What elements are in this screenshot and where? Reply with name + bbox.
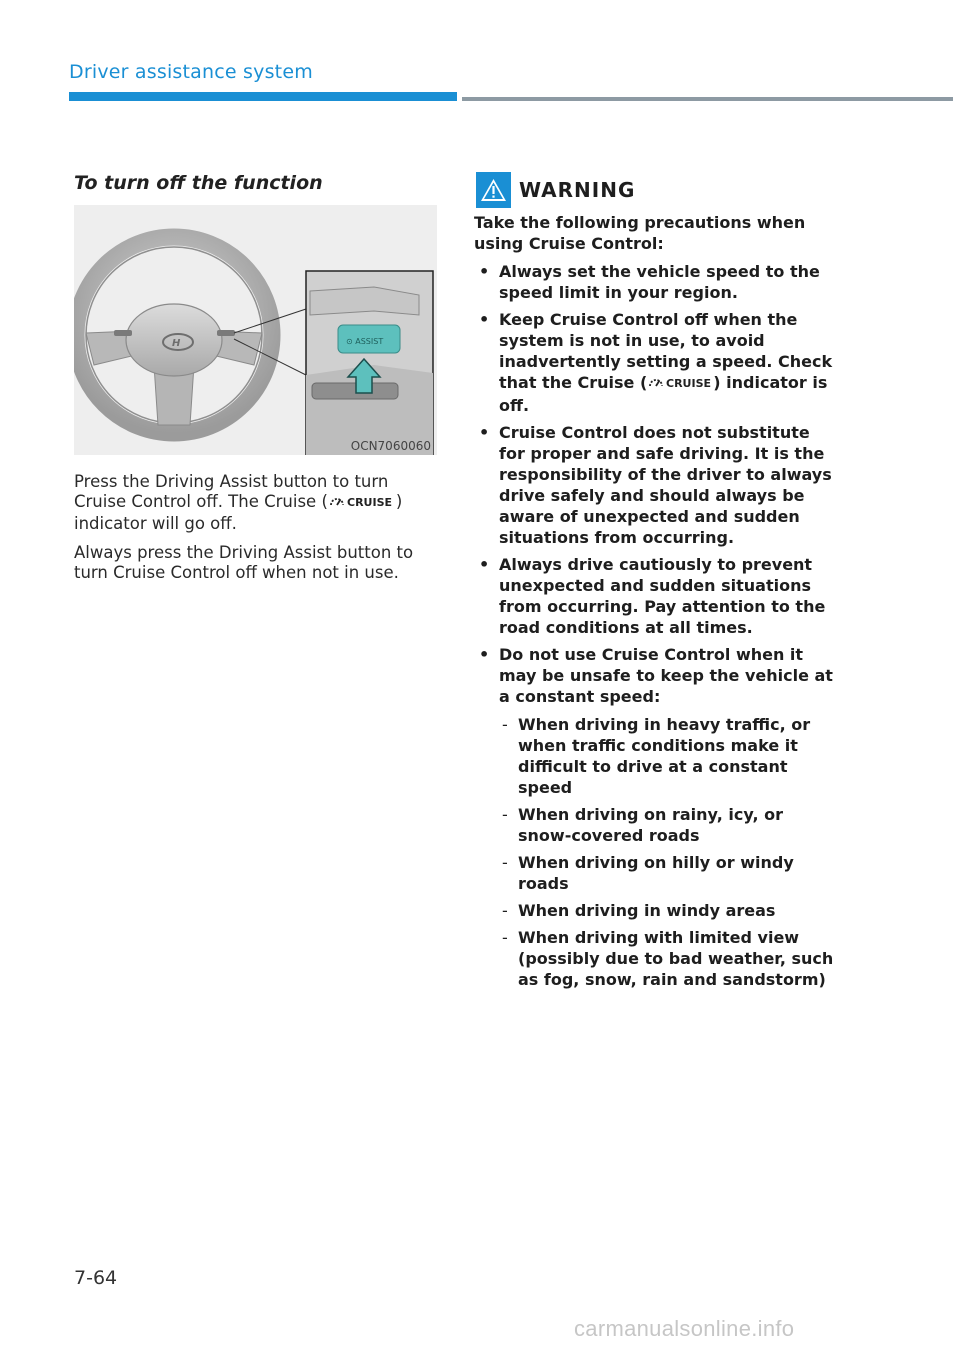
cruise-indicator-icon	[328, 493, 396, 514]
sublist-item-text: When driving on hilly or windy roads	[518, 853, 794, 893]
warning-intro: Take the following precautions when using Cruise Control:	[474, 213, 806, 253]
figure-code: OCN7060060	[350, 439, 431, 453]
sublist-item: - When driving in windy areas	[502, 901, 776, 920]
sublist-item: - When driving on hilly or windy roads	[502, 853, 794, 893]
sublist-item: - When driving in heavy traffic, or when traffic conditions make it difficult to drive at a constant speed	[502, 715, 811, 797]
page-number: 7-64	[74, 1267, 118, 1289]
sublist-item: - When driving with limited view (possibly due to bad weather, such as fog, snow, rain and sandstorm)	[502, 928, 834, 989]
steering-wheel-illustration	[74, 205, 437, 455]
list-item: • Do not use Cruise Control when it may be unsafe to keep the vehicle at a constant speed: - When driving in heavy traffic, or when traffic conditions make it difficult to drive at a constant speed - When driving on rainy, icy, or snow-covered roads - When driving on hilly or windy roads - When driving in windy areas - When driving with limited view (possibly due to bad weather, such as fog, snow, rain and sandstorm)	[474, 644, 839, 990]
paragraph	[74, 472, 438, 534]
paragraph-text: Press the Driving Assist button to turn Cruise Control off. The Cruise (	[74, 472, 389, 511]
header-rule-accent	[69, 92, 457, 101]
svg-text:⊙ ASSIST: ⊙ ASSIST	[346, 337, 384, 346]
watermark: carmanualsonline.info	[574, 1316, 795, 1341]
list-item: • Keep Cruise Control off when the system is not in use, to avoid inadvertently setting a speed. Check that the Cruise ( CRUISE ) indicator is off.	[479, 310, 833, 415]
list-item-text: Do not use Cruise Control when it may be unsafe to keep the vehicle at a constant speed:	[499, 645, 833, 706]
warning-sublist	[499, 714, 839, 990]
warning-title: WARNING	[519, 178, 636, 202]
paragraph: Always press the Driving Assist button to turn Cruise Control off when not in use.	[74, 543, 414, 582]
running-header-title: Driver assistance system	[69, 61, 313, 83]
list-item: • Cruise Control does not substitute for proper and safe driving. It is the responsibility of the driver to always drive safely and should always be aware of unexpected and sudden situations from occurring.	[479, 423, 832, 547]
list-item-text: Cruise Control does not substitute for proper and safe driving. It is the responsibility of the driver to always drive safely and should always be aware of unexpected and sudden situations from occurring.	[499, 423, 832, 547]
warning-body	[474, 212, 839, 996]
paragraph-text: ) indicator will go off.	[74, 492, 403, 533]
body-text	[74, 472, 438, 592]
sublist-item-text: When driving in heavy traffic, or when traffic conditions make it difficult to drive at a constant speed	[518, 715, 811, 797]
list-item: • Always drive cautiously to prevent unexpected and sudden situations from occurring. Pay attention to the road conditions at all times.	[479, 555, 826, 637]
list-item-text: ) indicator is off.	[499, 373, 828, 415]
sublist-item-text: When driving with limited view (possibly due to bad weather, such as fog, snow, rain and sandstorm)	[518, 928, 834, 989]
sublist-item: - When driving on rainy, icy, or snow-covered roads	[502, 805, 784, 845]
cruise-indicator-label: CRUISE	[666, 377, 712, 390]
sublist-item-text: When driving on rainy, icy, or snow-covered roads	[518, 805, 784, 845]
cruise-indicator-icon	[647, 374, 713, 395]
warning-list	[474, 261, 839, 990]
section-heading: To turn off the function	[74, 172, 323, 194]
sublist-item-text: When driving in windy areas	[518, 901, 776, 920]
list-item-text: Keep Cruise Control off when the system is not in use, to avoid inadvertently setting a speed. Check that the Cruise (	[499, 310, 833, 392]
list-item: • Always set the vehicle speed to the speed limit in your region.	[479, 262, 820, 302]
list-item-text: Always drive cautiously to prevent unexpected and sudden situations from occurring. Pay attention to the road conditions at all times.	[499, 555, 826, 637]
warning-triangle-icon	[476, 172, 511, 208]
cruise-indicator-label: CRUISE	[346, 496, 392, 509]
svg-text:H: H	[172, 338, 181, 349]
list-item-text: Always set the vehicle speed to the speed limit in your region.	[499, 262, 820, 302]
header-rule-grey	[462, 97, 953, 101]
